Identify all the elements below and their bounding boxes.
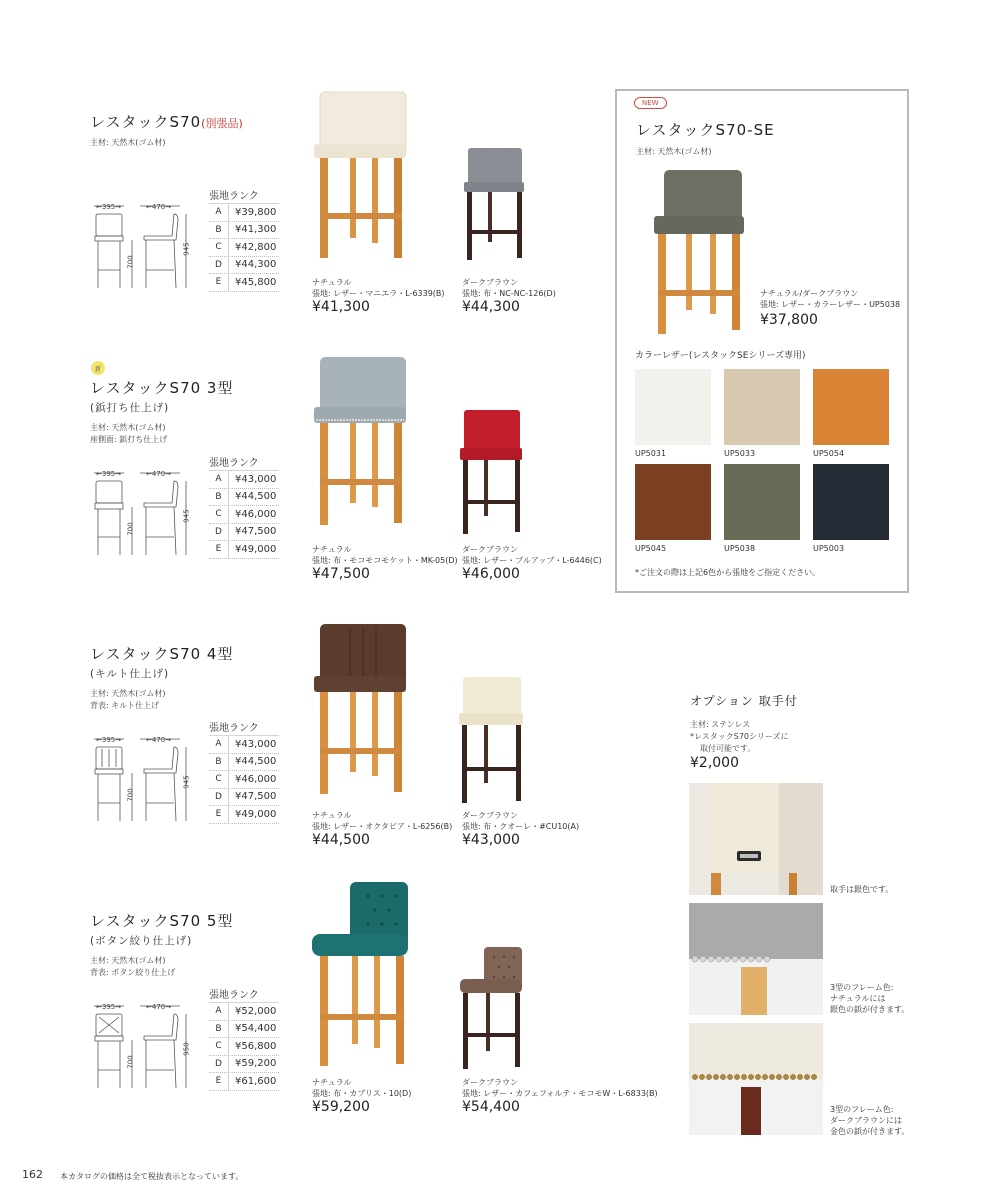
option-price: ¥2,000 [690,755,739,771]
width-label: ←395→ [96,470,122,478]
se-price: ¥37,800 [760,312,818,328]
variant-price: ¥43,000 [462,832,520,848]
rank-row: B ¥44,500 [209,489,279,507]
variant-caption: ダークブラウン 張地: レザー・プルアップ・L-6446(C) [462,545,602,565]
rank-row: B ¥54,400 [209,1021,279,1039]
title-note: (別張品) [201,117,243,130]
dimension-drawing [90,200,190,299]
depth-label: ←470→ [146,736,172,744]
variant-price: ¥41,300 [312,299,370,315]
variant-price: ¥44,500 [312,832,370,848]
color-swatch [724,464,800,540]
variant-price: ¥47,500 [312,566,370,582]
gold-studs-photo [689,1023,823,1139]
chair-photo-darkbrown [458,945,524,1075]
variant-caption: ダークブラウン 張地: 布・NC-NC-126(D) [462,278,556,298]
chair-photo-darkbrown [457,675,525,809]
option-caption: 3型のフレーム色: ナチュラルには 銀色の鋲が付きます。 [830,983,910,1014]
swatch-label: UP5003 [813,544,845,553]
rank-heading: 張地ランク [209,990,259,1001]
material-text: 主材: 天然木(ゴム材) 座側面: 鋲打ち仕上げ [90,423,168,444]
variant-price: ¥59,200 [312,1099,370,1115]
rank-row: B ¥41,300 [209,222,279,240]
variant-caption: ダークブラウン 張地: 布・クオーレ・#CU10(A) [462,811,580,831]
rank-row: A ¥43,000 [209,736,279,754]
option-caption: 取手は銀色です。 [830,885,894,894]
seat-height-label: 700 [126,255,135,269]
product-subtitle: (キルト仕上げ) [90,668,170,680]
height-label: 945 [182,509,191,523]
variant-caption: ナチュラル 張地: 布・モコモコモケット・MK-05(D) [312,545,458,565]
rank-heading: 張地ランク [209,191,259,202]
swatch-label: UP5033 [724,449,756,458]
price-rank-table [209,1002,279,1091]
depth-label: ←470→ [146,470,172,478]
se-title: レスタックS70-SE [636,121,775,139]
color-swatch [635,464,711,540]
width-label: ←395→ [96,203,122,211]
seat-height-label: 700 [126,1055,135,1069]
height-label: 945 [182,775,191,789]
variant-price: ¥46,000 [462,566,520,582]
dimension-drawing [90,733,190,832]
variant-caption: ナチュラル 張地: レザー・マニエラ・L-6339(B) [312,278,445,298]
price-rank-table [209,735,279,824]
swatch-title: カラーレザー(レスタックSEシリーズ専用) [635,351,806,361]
rank-row: A ¥52,000 [209,1003,279,1021]
chair-photo-natural [310,622,410,806]
depth-label: ←470→ [146,1003,172,1011]
footer-note: 本カタログの価格は全て税抜表示となっています。 [60,1172,244,1181]
variant-caption: ナチュラル 張地: 布・カプリス・10(D) [312,1078,412,1098]
swatch-label: UP5031 [635,449,667,458]
rank-heading: 張地ランク [209,723,259,734]
rank-row: A ¥39,800 [209,204,279,222]
se-note: *ご注文の際は上記6色から張地をご指定ください。 [635,568,821,577]
page-number: 162 [22,1168,43,1181]
new-badge: NEW [634,97,667,109]
chair-photo-darkbrown [458,408,524,540]
variant-price: ¥44,300 [462,299,520,315]
product-title: レスタックS70(別張品) [90,113,243,131]
option-title: オプション 取手付 [690,694,798,708]
variant-price: ¥54,400 [462,1099,520,1115]
rank-row: B ¥44,500 [209,754,279,772]
dimension-drawing [90,1000,190,1099]
width-label: ←395→ [96,1003,122,1011]
color-swatch [813,464,889,540]
rank-row: E ¥49,000 [209,541,279,559]
color-swatch [813,369,889,445]
option-caption: 3型のフレーム色: ダークブラウンには 金色の鋲が付きます。 [830,1105,910,1136]
chair-photo-natural [310,355,410,539]
rank-row: E ¥45,800 [209,274,279,292]
swatch-label: UP5054 [813,449,845,458]
product-title: レスタックS70 4型 [90,645,234,663]
chair-photo-natural [310,880,410,1076]
product-subtitle: (ボタン絞り仕上げ) [90,935,193,947]
rank-row: D ¥44,300 [209,257,279,275]
material-text: 主材: 天然木(ゴム材) 背表: キルト仕上げ [90,689,166,710]
seat-height-label: 700 [126,522,135,536]
material-text: 主材: 天然木(ゴム材) 背表: ボタン絞り仕上げ [90,956,176,977]
swatch-label: UP5045 [635,544,667,553]
rank-row: C ¥56,800 [209,1038,279,1056]
rank-row: D ¥47,500 [209,789,279,807]
price-rank-table [209,470,279,559]
variant-caption: ナチュラル 張地: レザー・オクタビア・L-6256(B) [312,811,453,831]
price-rank-table [209,203,279,292]
chair-photo-darkbrown [462,146,526,266]
se-caption: ナチュラル/ダークブラウン 張地: レザー・カラーレザー・UP5038 [760,289,901,309]
rank-row: A ¥43,000 [209,471,279,489]
new-badge: 新 [91,361,105,375]
height-label: 945 [182,242,191,256]
color-swatch [724,369,800,445]
chair-photo-natural [310,88,410,272]
rank-heading: 張地ランク [209,458,259,469]
swatch-label: UP5038 [724,544,756,553]
se-chair-photo [650,168,746,342]
option-material: 主材: ステンレス *レスタックS70シリーズに 取付可能です。 [690,720,789,753]
se-material: 主材: 天然木(ゴム材) [636,147,712,156]
rank-row: C ¥46,000 [209,506,279,524]
silver-studs-photo [689,903,823,1019]
handle-photo [689,783,823,899]
rank-row: E ¥61,600 [209,1073,279,1091]
color-swatch [635,369,711,445]
product-subtitle: (鋲打ち仕上げ) [90,402,170,414]
rank-row: E ¥49,000 [209,806,279,824]
rank-row: C ¥42,800 [209,239,279,257]
height-label: 950 [182,1042,191,1056]
depth-label: ←470→ [146,203,172,211]
width-label: ←395→ [96,736,122,744]
product-title: レスタックS70 3型 [90,379,234,397]
rank-row: C ¥46,000 [209,771,279,789]
rank-row: D ¥59,200 [209,1056,279,1074]
material-text: 主材: 天然木(ゴム材) [90,138,166,147]
rank-row: D ¥47,500 [209,524,279,542]
variant-caption: ダークブラウン 張地: レザー・カフェフォルテ・モコモW・L-6833(B) [462,1078,658,1098]
product-title: レスタックS70 5型 [90,912,234,930]
seat-height-label: 700 [126,788,135,802]
dimension-drawing [90,467,190,566]
